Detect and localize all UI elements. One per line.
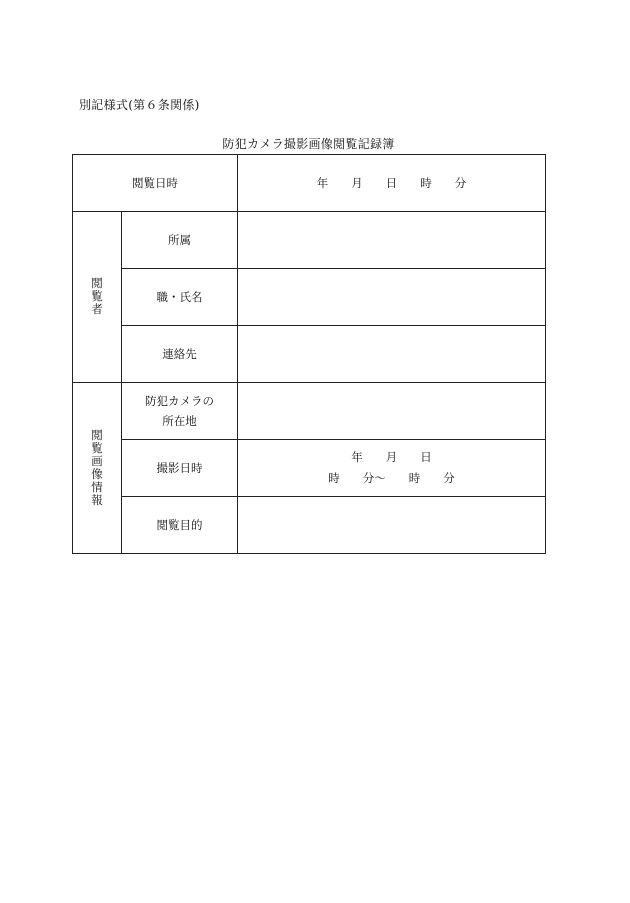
affiliation-label: 所属 xyxy=(122,212,238,269)
affiliation-field[interactable] xyxy=(238,212,546,269)
form-reference: 別記様式(第６条関係) xyxy=(79,98,200,112)
table-row xyxy=(73,497,546,554)
table-row xyxy=(73,326,546,383)
document-title: 防犯カメラ撮影画像閲覧記録簿 xyxy=(222,137,395,151)
camera-location-field[interactable] xyxy=(238,383,546,440)
recording-time-line: 時 分〜 時 分 xyxy=(328,471,455,485)
image-info-group-label-text: 閲覧画像情報 xyxy=(91,427,103,507)
viewing-datetime-label: 閲覧日時 xyxy=(73,155,238,212)
image-info-group-label xyxy=(73,383,122,554)
contact-label: 連絡先 xyxy=(122,326,238,383)
recording-date-line: 年 月 日 xyxy=(351,450,432,465)
position-name-label: 職・氏名 xyxy=(122,269,238,326)
camera-location-label-line1: 防犯カメラの xyxy=(145,393,214,408)
viewer-group-label-text: 閲覧者 xyxy=(91,276,103,317)
camera-location-label xyxy=(122,383,238,440)
viewing-datetime-field[interactable]: 年 月 日 時 分 xyxy=(238,155,546,212)
purpose-label: 閲覧目的 xyxy=(122,497,238,554)
position-name-field[interactable] xyxy=(238,269,546,326)
purpose-field[interactable] xyxy=(238,497,546,554)
table-row xyxy=(73,212,546,269)
table-row xyxy=(73,155,546,212)
recording-datetime-label: 撮影日時 xyxy=(122,440,238,497)
contact-field[interactable] xyxy=(238,326,546,383)
recording-datetime-field[interactable] xyxy=(238,440,546,497)
table-row xyxy=(73,269,546,326)
camera-location-label-line2: 所在地 xyxy=(162,414,197,428)
table-row xyxy=(73,440,546,497)
viewer-group-label xyxy=(73,212,122,383)
viewing-record-table xyxy=(72,154,546,554)
table-row xyxy=(73,383,546,440)
